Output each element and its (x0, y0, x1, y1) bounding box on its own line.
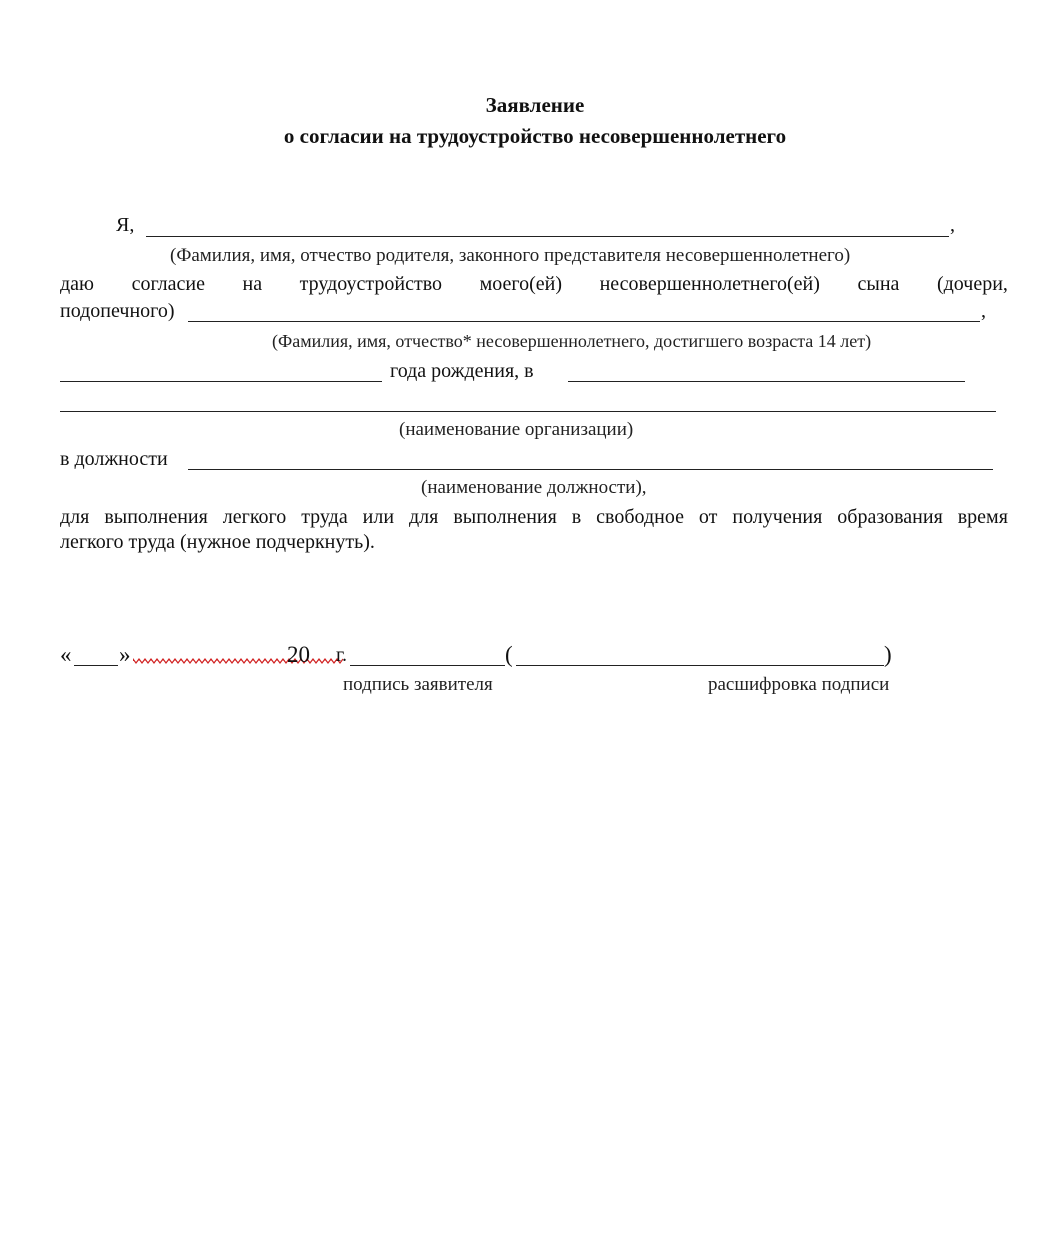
consent-word: согласие (131, 273, 205, 295)
work-type-word: время (957, 506, 1008, 528)
consent-line (60, 273, 1008, 296)
birth-year-label: года рождения, в (390, 360, 534, 382)
work-type-word: в (571, 506, 582, 528)
consent-word: на (242, 273, 263, 295)
date-open-quote: « (60, 642, 72, 667)
paren-open: ( (505, 642, 513, 667)
position-label: в должности (60, 448, 168, 470)
work-type-word: для (60, 506, 90, 528)
parent-name-line (146, 236, 949, 237)
consent-word: (дочери, (936, 273, 1008, 295)
work-type-line-1 (60, 506, 1008, 529)
work-type-word: образования (837, 506, 943, 528)
work-type-word: свободное (596, 506, 684, 528)
spellcheck-underline (133, 657, 343, 665)
birth-year-line (60, 381, 382, 382)
work-type-word: выполнения (453, 506, 557, 528)
parent-line-comma: , (950, 214, 955, 236)
day-line (74, 665, 118, 666)
work-type-word: для (409, 506, 439, 528)
organization-line-1 (568, 381, 965, 382)
signature-line (350, 665, 505, 666)
consent-word: даю (60, 273, 94, 295)
parent-name-hint: (Фамилия, имя, отчество родителя, законного представителя несовершеннолетнего) (170, 245, 851, 266)
decoding-hint: расшифровка подписи (708, 674, 890, 695)
work-type-word: получения (732, 506, 823, 528)
work-type-word: от (698, 506, 718, 528)
document-subtitle: о согласии на трудоустройство несовершеннолетнего (283, 124, 787, 148)
year-prefix: 20 (287, 642, 310, 667)
organization-hint: (наименование организации) (399, 419, 634, 440)
position-hint: (наименование должности), (421, 477, 647, 498)
consent-word: моего(ей) (479, 273, 562, 295)
work-type-word: выполнения (104, 506, 208, 528)
consent-word: трудоустройство (299, 273, 443, 295)
position-line (188, 469, 993, 470)
child-line-comma: , (981, 300, 986, 322)
work-type-line-2: легкого труда (нужное подчеркнуть). (60, 531, 375, 553)
child-name-line (188, 321, 980, 322)
signature-hint: подпись заявителя (343, 674, 493, 695)
work-type-word: или (362, 506, 395, 528)
document-title: Заявление (485, 93, 585, 117)
child-name-hint: (Фамилия, имя, отчество* несовершеннолетнего, достигшего возраста 14 лет) (272, 331, 872, 351)
date-close-quote: » (119, 642, 131, 667)
consent-word: сына (857, 273, 900, 295)
organization-line-2 (60, 411, 996, 412)
ya-prefix: Я, (116, 214, 135, 236)
work-type-word: труда (301, 506, 348, 528)
consent-word: несовершеннолетнего(ей) (599, 273, 820, 295)
ward-label: подопечного) (60, 300, 175, 322)
paren-close: ) (884, 642, 892, 667)
work-type-word: легкого (222, 506, 287, 528)
signature-decoding-line (516, 665, 884, 666)
year-suffix: г. (336, 644, 347, 666)
